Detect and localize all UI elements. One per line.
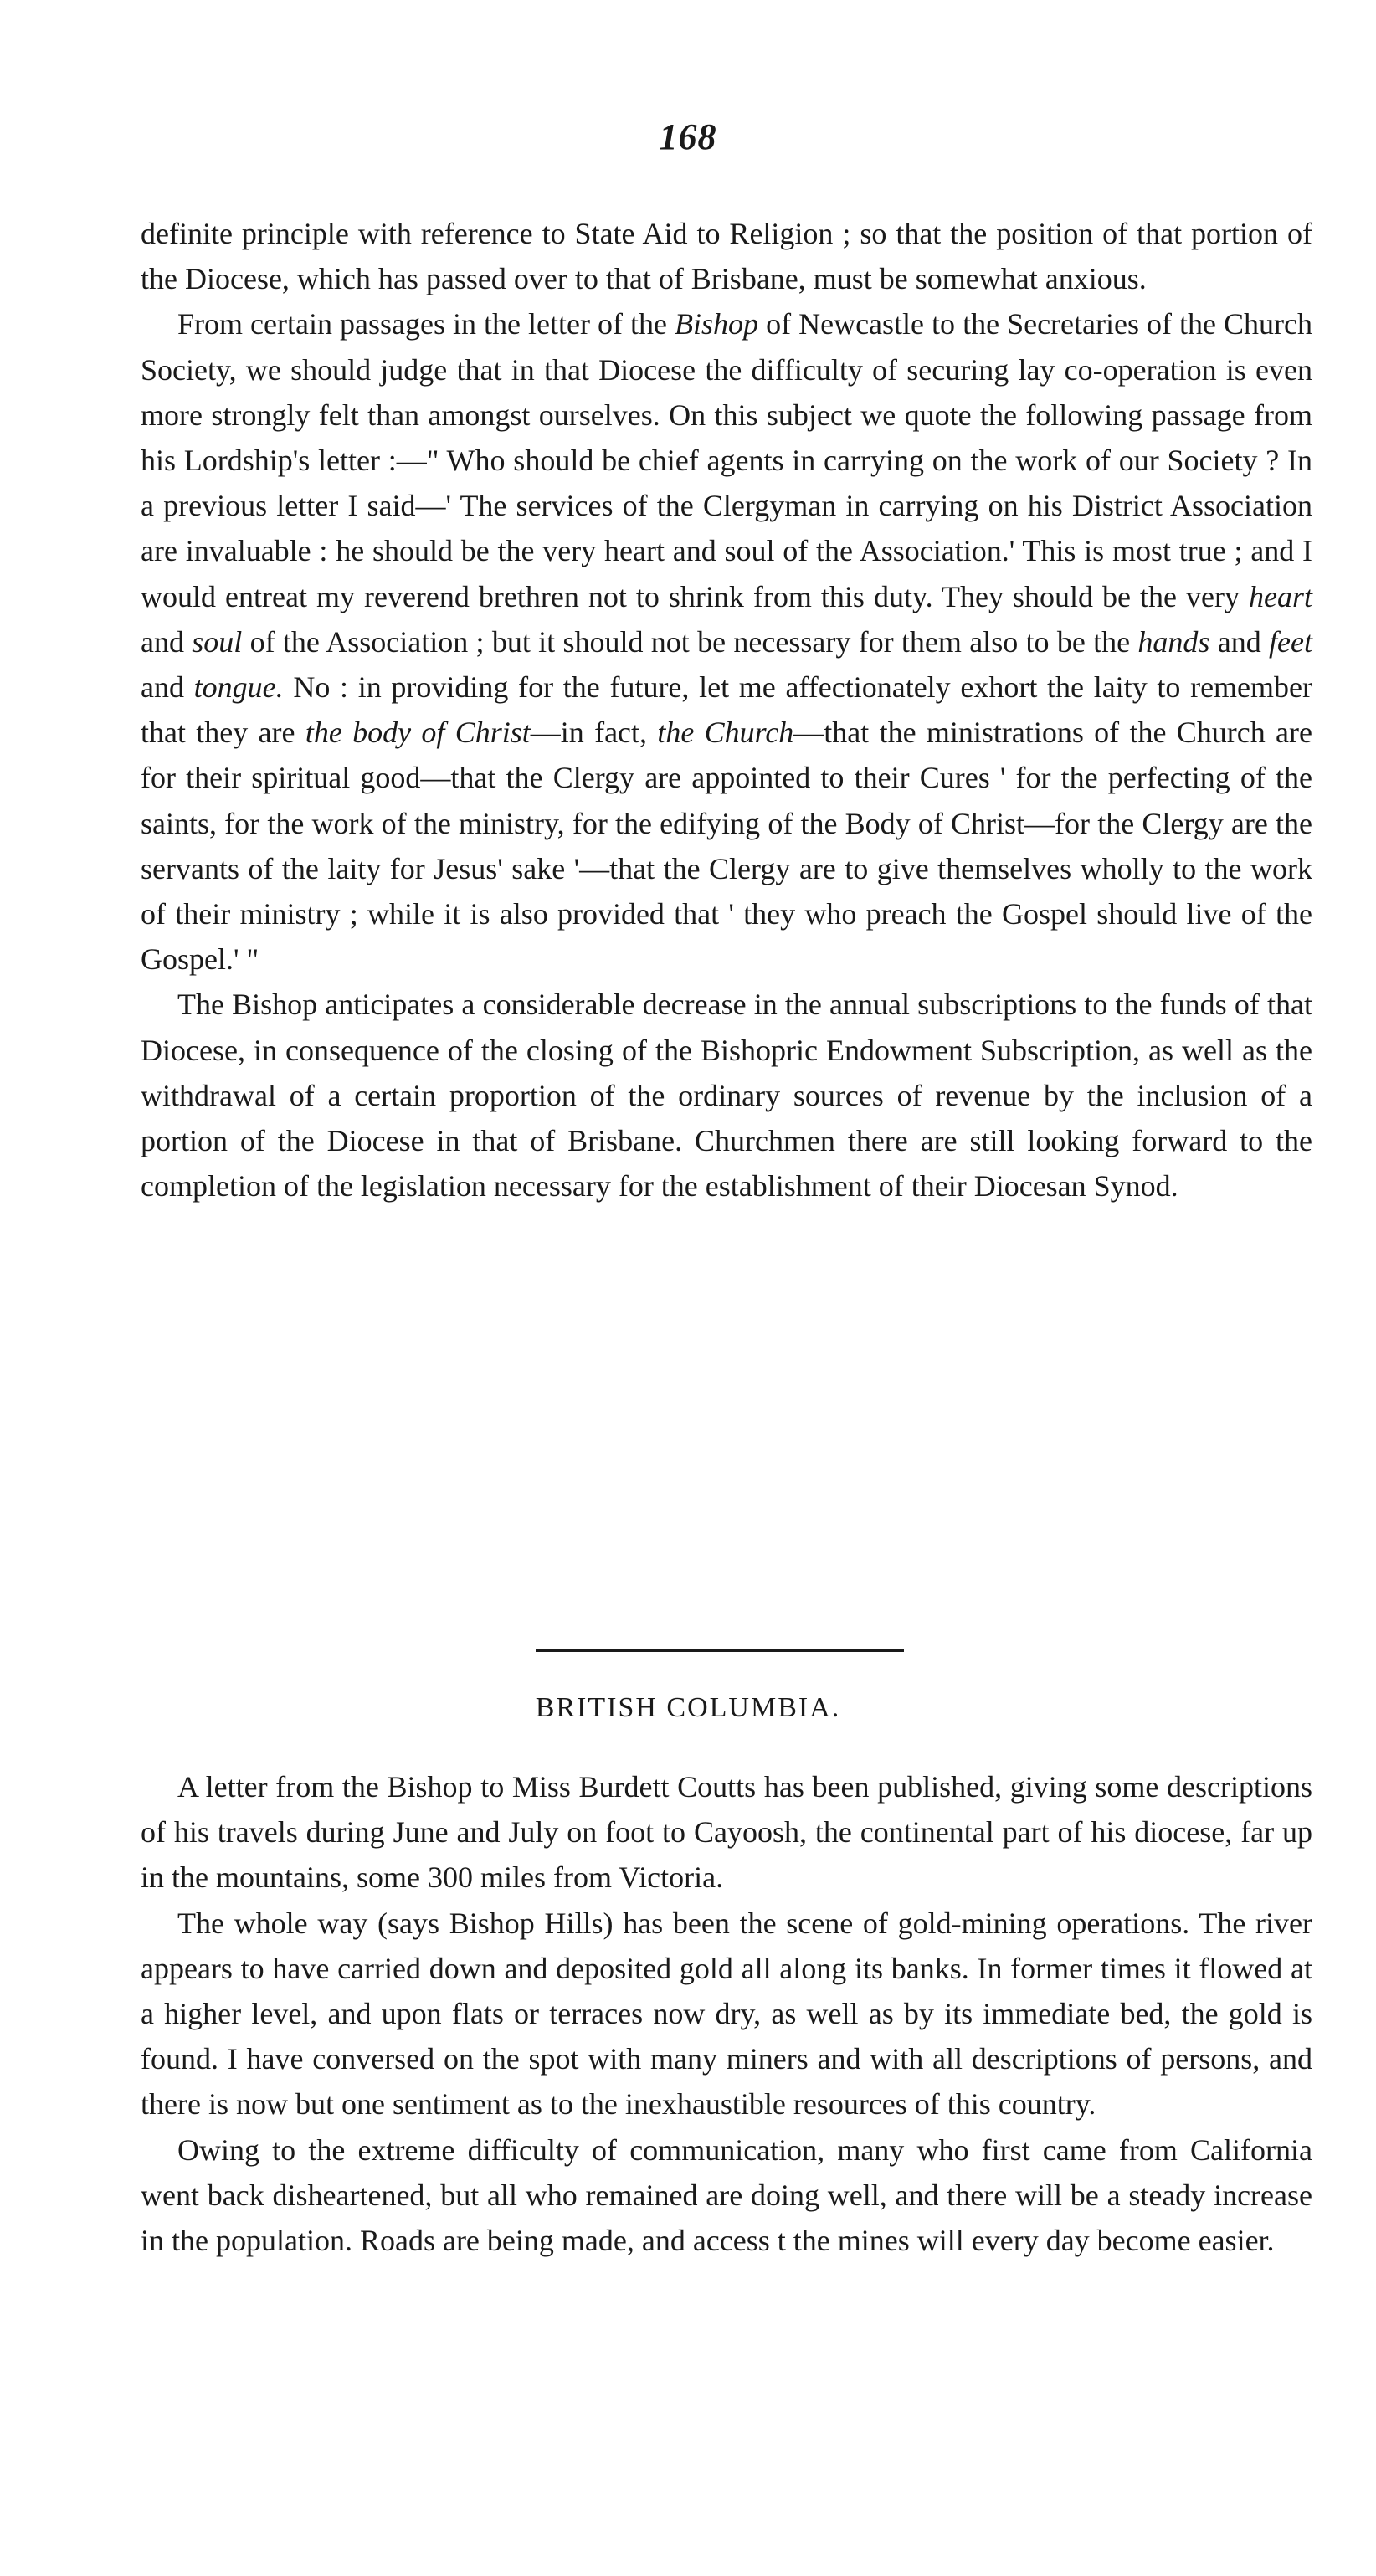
italic-tongue: tongue. — [193, 670, 284, 705]
italic-feet: feet — [1269, 624, 1313, 659]
text-run: —in fact, — [530, 716, 658, 750]
text-run: and — [141, 670, 194, 705]
paragraph-communication: Owing to the extreme difficulty of communication, many who first came from California went back disheartened, but all who remained are doing well, and there will be a steady increase in the population. Roads are being made, and access t the mines will every day become easier. — [141, 2132, 1312, 2258]
section-heading-british-columbia: BRITISH COLUMBIA. — [535, 1692, 841, 1723]
italic-soul: soul — [192, 624, 243, 659]
paragraph-letter-burdett-coutts: A letter from the Bishop to Miss Burdett Coutts has been published, giving some descriptions of his travels during June and July on foot to Cayoosh, the continental part of his diocese, far up in the mountains, some 300 miles from Victoria. — [141, 1770, 1312, 1895]
paragraph-state-aid: definite principle with reference to State Aid to Religion ; so that the position of that portion of the Diocese, which has passed over to that of Brisbane, must be somewhat anxious. — [141, 217, 1312, 296]
paragraph-subscriptions: The Bishop anticipates a considerable decrease in the annual subscriptions to the funds of that Diocese, in consequence of the closing of the Bishopric Endowment Subscription, as well as the withdrawal of a certain proportion of the ordinary sources of revenue by the inclusion of a portion of the Diocese in that of Brisbane. Churchmen there are still looking forward to the completion of the legislation necessary for the establishment of their Diocesan Synod. — [141, 988, 1312, 1203]
text-run: No : in providing for the future, let me affectionately exhort the laity to remember that they are — [141, 670, 1312, 750]
text-run: and — [141, 624, 193, 659]
text-run: of Newcastle to the Secretaries of the Church Society, we should judge that in that Diocese the difficulty of securing lay co-operation is even more strongly felt than amongst ourselves. On this subject we quote the following passage from his Lordship's letter :—" Who should be chief agents in carrying on the work of our Society ? In a previous letter I said—' The services of the Clergyman in carrying on his District Association are invaluable : he should be the very heart and soul of the Association.' This is most true ; and I would entreat my reverend brethren not to shrink from this duty. They should be the very — [141, 307, 1313, 613]
paragraph-gold-mining: The whole way (says Bishop Hills) has been the scene of gold-mining operations. The river appears to have carried down and deposited gold all along its banks. In former times it flowed at a higher level, and upon flats or terraces now dry, as well as by its immediate bed, the gold is found. I have conversed on the spot with many miners and with all descriptions of persons, and there is now but one sentiment as to the inexhaustible resources of this country. — [141, 1906, 1312, 2122]
italic-heart: heart — [1249, 579, 1312, 613]
paragraph-bishop-newcastle-letter — [141, 301, 1312, 982]
text-run: —that the ministrations of the Church are for their spiritual good—that the Clergy are appointed to their Cures ' for the perfecting of the saints, for the work of the ministry, for the edifying of the Body of Christ—for the Clergy are the servants of the laity for Jesus' sake '—that the Clergy are to give themselves wholly to the work of their ministry ; while it is also provided that ' they who preach the Gospel should live of the Gospel.' " — [141, 716, 1312, 977]
text-block-diocese — [141, 211, 1312, 1208]
section-divider — [536, 1649, 904, 1652]
italic-bishop: Bishop — [675, 307, 759, 341]
text-run: and — [1209, 624, 1270, 659]
text-run: From certain passages in the letter of the — [177, 307, 675, 341]
text-run: of the Association ; but it should not be necessary for them also to be the — [242, 624, 1138, 659]
page-number: 168 — [659, 116, 717, 157]
text-block-british-columbia — [141, 1764, 1312, 2263]
italic-the-church: the Church — [657, 716, 794, 750]
italic-body-of-christ: the body of Christ — [305, 716, 531, 750]
italic-hands: hands — [1137, 624, 1210, 659]
